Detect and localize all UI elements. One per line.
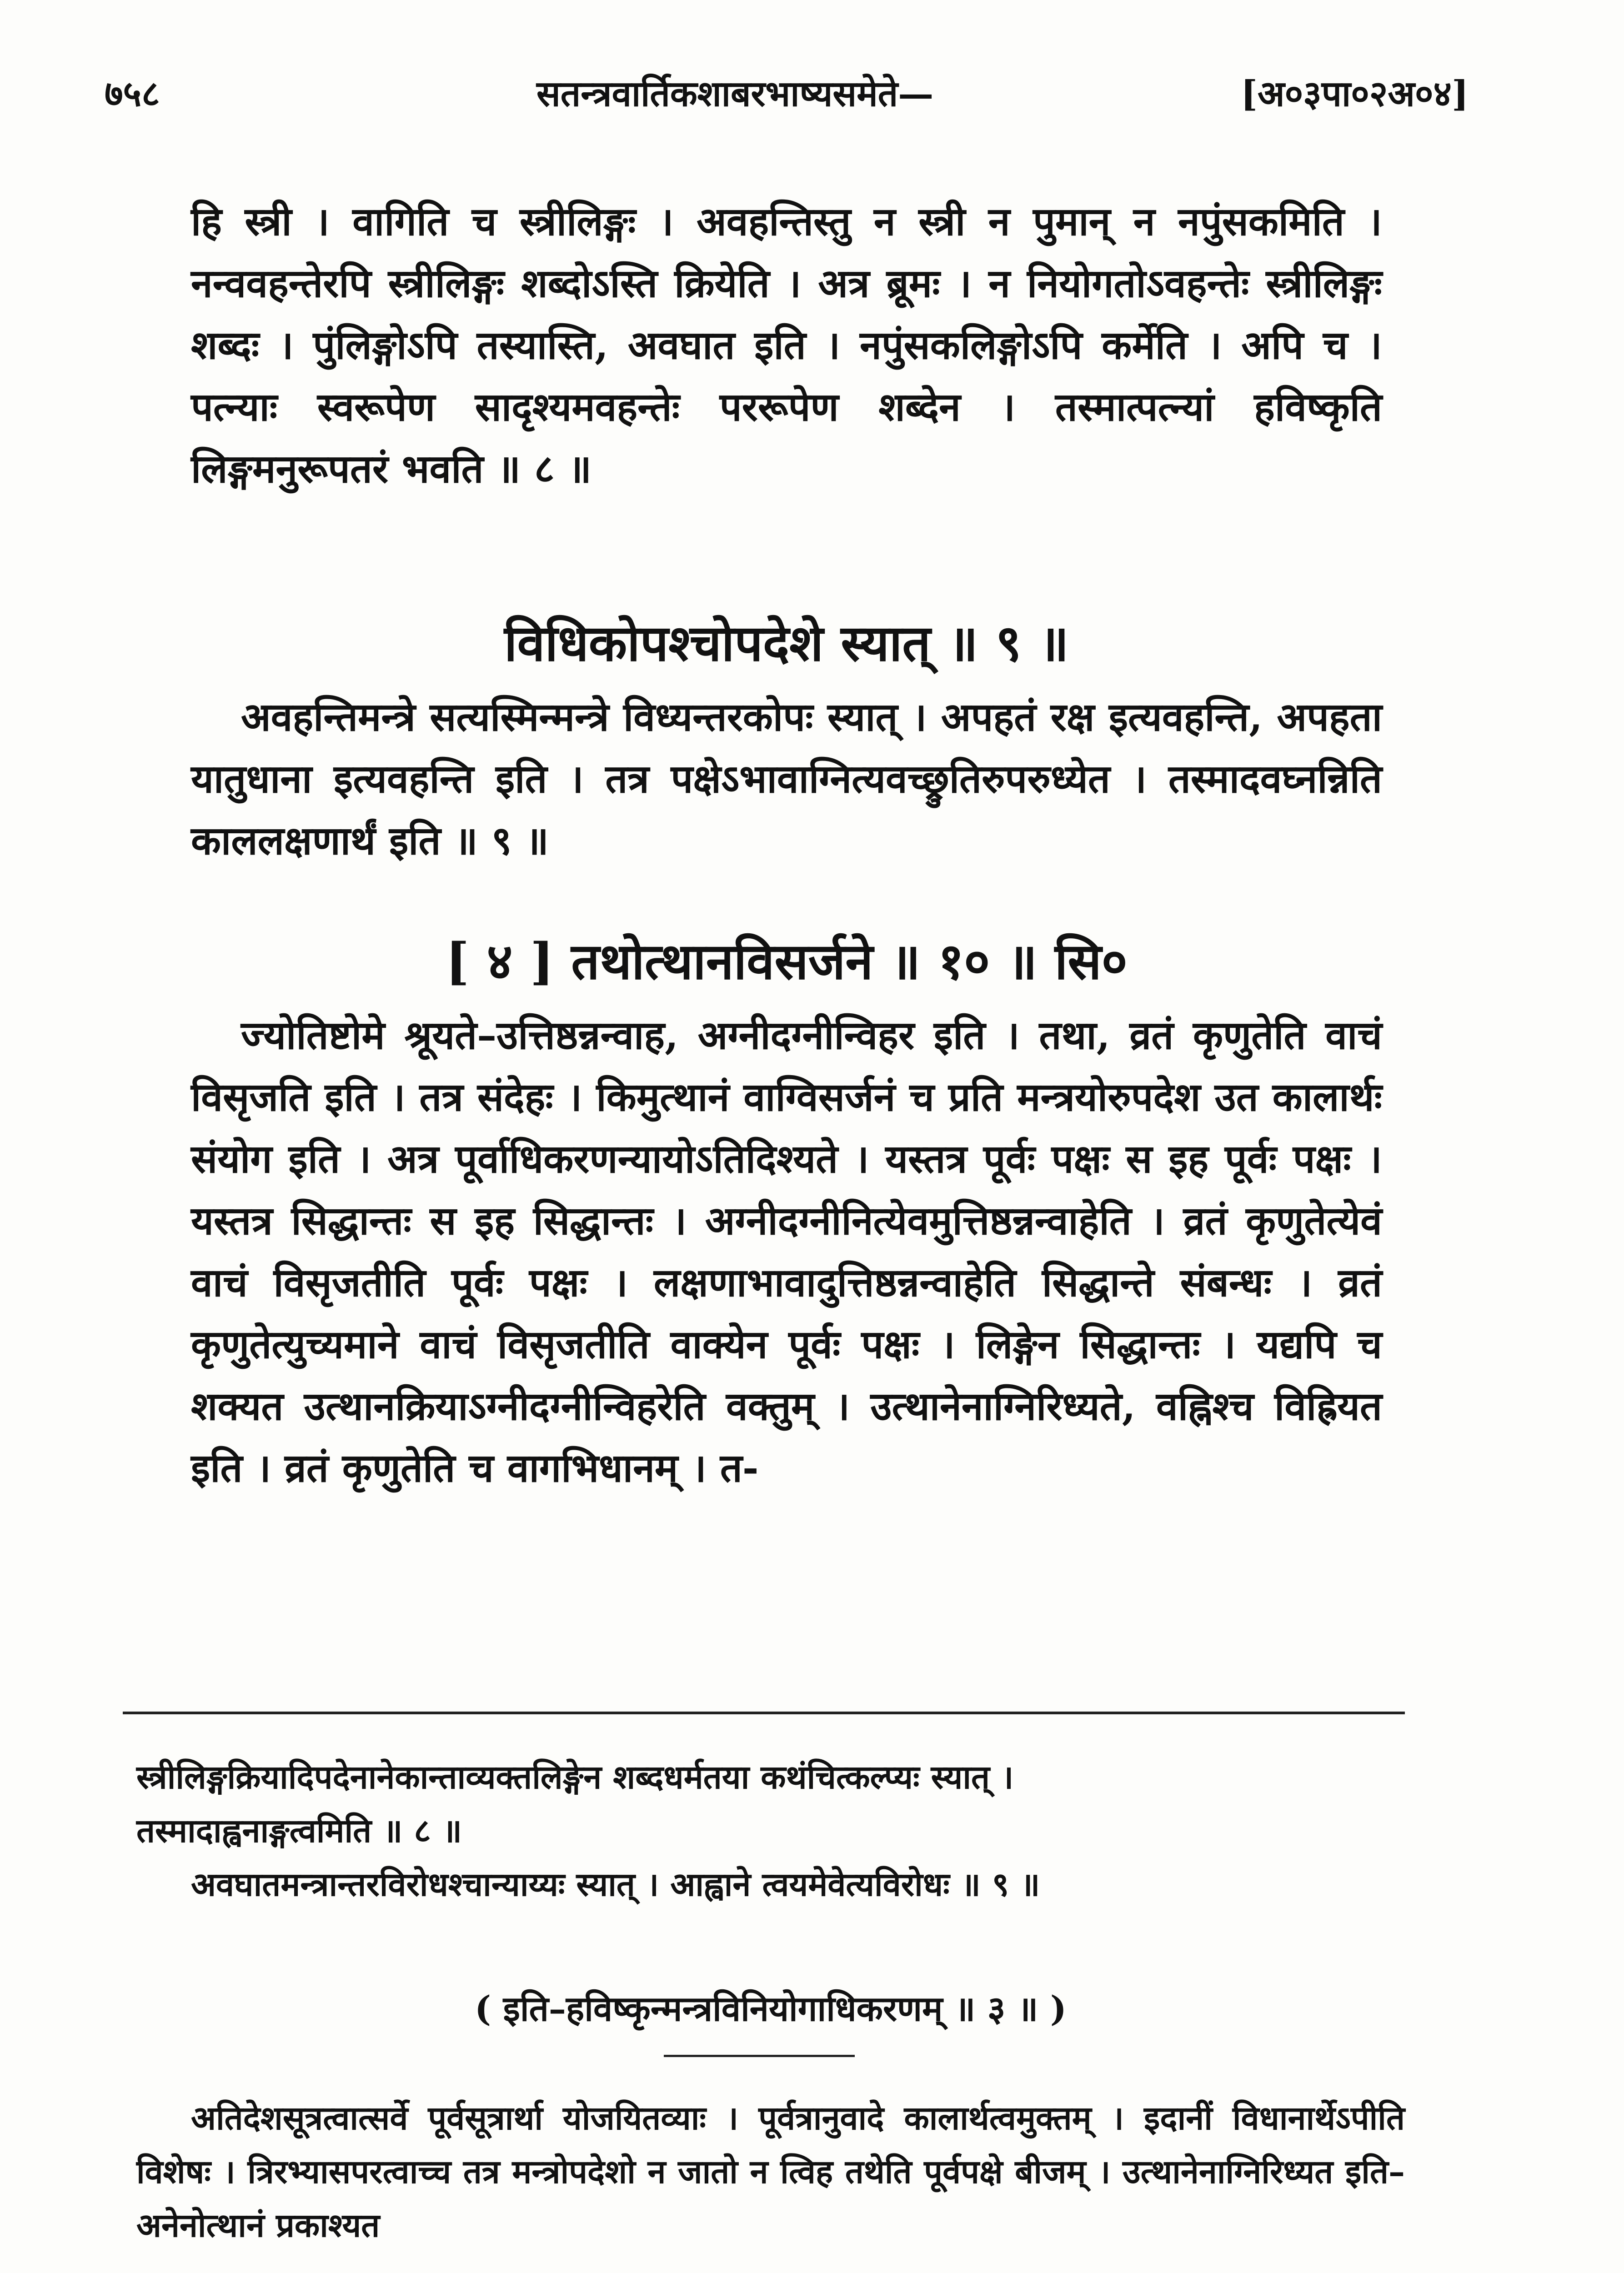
short-divider <box>664 2055 855 2057</box>
commentary-block-3 <box>191 1005 1382 1499</box>
section-reference: [अ०३पा०२अ०४] <box>1241 73 1469 115</box>
footnotes-block-2 <box>136 2091 1405 2252</box>
commentary-block-2 <box>191 686 1382 872</box>
footnotes-block-1 <box>136 1750 1405 1911</box>
footnote-divider <box>123 1712 1405 1714</box>
footnote-line: अतिदेशसूत्रत्वात्सर्वे पूर्वसूत्रार्था योजयितव्याः । पूर्वत्रानुवादे कालार्थत्वमुक्तम् । इदानीं विधानार्थेऽपीति विशेषः । त्रिरभ्यासपरत्वाच्च तत्र मन्त्रोपदेशो न जातो न त्विह तथेति पूर्वपक्षे बीजम् । उत्थानेनाग्निरिध्यत इति–अनेनोत्थानं प्रकाश्यत <box>136 2098 1405 2244</box>
adhikarana-colophon: ( इति–हविष्कृन्मन्त्रविनियोगाधिकरणम् ॥ ३ ॥ ) <box>475 1988 1067 2029</box>
commentary-paragraph: ज्योतिष्टोमे श्रूयते–उत्तिष्ठन्नन्वाह, अग्नीदग्नीन्विहर इति । तथा, व्रतं कृणुतेति वाचं विसृजति इति । तत्र संदेहः । किमुत्थानं वाग्विसर्जनं च प्रति मन्त्रयोरुपदेश उत कालार्थः संयोग इति । अत्र पूर्वाधिकरणन्यायोऽतिदिश्यते । यस्तत्र पूर्वः पक्षः स इह पूर्वः पक्षः । यस्तत्र सिद्धान्तः स इह सिद्धान्तः । अग्नीदग्नीनित्येवमुत्तिष्ठन्नन्वाहेति । व्रतं कृणुतेत्येवं वाचं विसृजतीति पूर्वः पक्षः । लक्षणाभावादुत्तिष्ठन्नन्वाहेति सिद्धान्ते संबन्धः । व्रतं कृणुतेत्युच्यमाने वाचं विसृजतीति वाक्येन पूर्वः पक्षः । लिङ्गेन सिद्धान्तः । यद्यपि च शक्यत उत्थानक्रियाऽग्नीदग्नीन्विहरेति वक्तुम् । उत्थानेनाग्निरिध्यते, वह्निश्च विह्रियत इति । व्रतं कृणुतेति च वागभिधानम् । त- <box>191 1012 1382 1491</box>
page-header <box>105 68 1469 123</box>
sutra-heading-10: [ ४ ] तथोत्थानविसर्जने ॥ १० ॥ सि० <box>446 932 1128 991</box>
commentary-block-1 <box>191 191 1382 500</box>
commentary-paragraph: हि स्त्री । वागिति च स्त्रीलिङ्गः । अवहन्तिस्तु न स्त्री न पुमान् न नपुंसकमिति । नन्ववहन्तेरपि स्त्रीलिङ्गः शब्दोऽस्ति क्रियेति । अत्र ब्रूमः । न नियोगतोऽवहन्तेः स्त्रीलिङ्गः शब्दः । पुंलिङ्गोऽपि तस्यास्ति, अवघात इति । नपुंसकलिङ्गोऽपि कर्मेति । अपि च । पत्न्याः स्वरूपेण सादृश्यमवहन्तेः पररूपेण शब्देन । तस्मात्पत्न्यां हविष्कृति लिङ्गमनुरूपतरं भवति ॥ ८ ॥ <box>191 199 1382 492</box>
sutra-heading-9: विधिकोपश्चोपदेशे स्यात् ॥ ९ ॥ <box>504 614 1069 672</box>
footnote-line: तस्मादाह्वनाङ्गत्वमिति ॥ ८ ॥ <box>136 1811 462 1850</box>
running-title: सतन्त्रवार्तिकशाबरभाष्यसमेते— <box>536 73 934 115</box>
page-number: ७५८ <box>105 73 160 115</box>
commentary-paragraph: अवहन्तिमन्त्रे सत्यस्मिन्मन्त्रे विध्यन्तरकोपः स्यात् । अपहतं रक्ष इत्यवहन्ति, अपहता यातुधाना इत्यवहन्ति इति । तत्र पक्षेऽभावाग्नित्यवच्छ्रुतिरुपरुध्येत । तस्मादवघ्नन्निति काललक्षणार्थं इति ॥ ९ ॥ <box>191 694 1382 864</box>
footnote-line: अवघातमन्त्रान्तरविरोधश्चान्याय्यः स्यात् । आह्वाने त्वयमेवेत्यविरोधः ॥ ९ ॥ <box>191 1865 1040 1903</box>
footnote-line: स्त्रीलिङ्गक्रियादिपदेनानेकान्ताव्यक्तलिङ्गेन शब्दधर्मतया कथंचित्कल्प्यः स्यात् । <box>136 1757 1014 1796</box>
